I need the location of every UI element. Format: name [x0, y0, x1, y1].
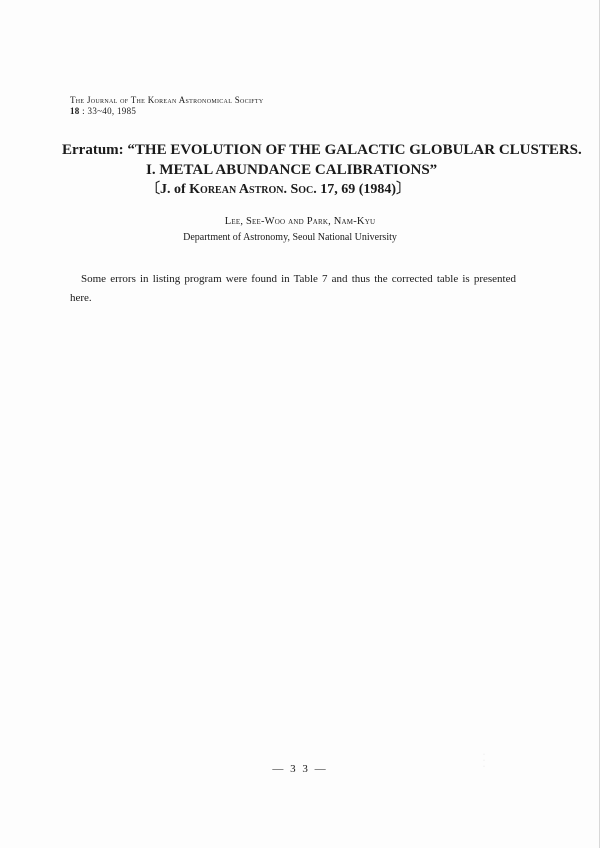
scan-specks: · · ·	[483, 752, 491, 770]
citation-open: 〔J. of	[146, 182, 190, 197]
page-number: — 3 3 —	[272, 763, 328, 775]
journal-volume-line	[70, 106, 263, 117]
title-line-1: Erratum: “THE EVOLUTION OF THE GALACTIC GLOBULAR CLUSTERS.	[62, 142, 582, 158]
citation-journal: Korean Astron. Soc.	[189, 182, 317, 197]
title-citation	[146, 180, 410, 200]
journal-header	[70, 95, 263, 117]
journal-volume: 18	[70, 106, 80, 116]
journal-name: The Journal of The Korean Astronomical Socifty	[70, 95, 264, 105]
body-paragraph: Some errors in listing program were found in Table 7 and thus the corrected table is presented here.	[70, 273, 516, 304]
citation-rest: 17, 69 (1984)〕	[316, 182, 411, 197]
title-line-2: I. METAL ABUNDANCE CALIBRATIONS”	[146, 162, 438, 178]
author-names: Lee, See-Woo and Park, Nam-Kyu	[224, 216, 376, 227]
author-affiliation: Department of Astronomy, Seoul National University	[183, 232, 397, 243]
journal-pages: : 33~40, 1985	[82, 106, 137, 116]
